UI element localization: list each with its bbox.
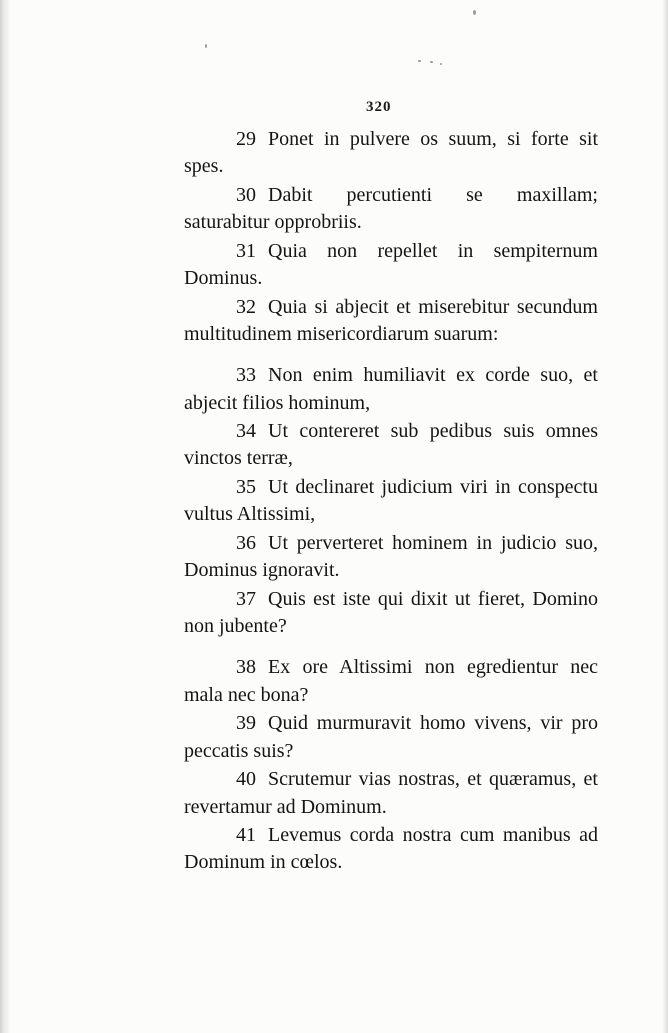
verse-text: Scrutemur vias nostras, et quæramus, et revertamur ad Dominum. xyxy=(184,768,598,818)
verse-text: Quis est iste qui dixit ut fieret, Domino non jubente? xyxy=(184,587,598,638)
paper-speck xyxy=(440,63,442,65)
page-left-edge-shadow xyxy=(0,0,10,1033)
verse-34 xyxy=(184,418,598,473)
verse-text: Quia non repellet in sempiternum Dominus. xyxy=(184,239,598,290)
page-right-edge-shadow xyxy=(662,0,668,1033)
verse-41 xyxy=(184,822,598,877)
verse-38 xyxy=(184,654,598,709)
verse-number: 38 xyxy=(236,656,256,679)
verse-36 xyxy=(184,530,598,585)
verse-37 xyxy=(184,586,598,641)
verse-text: Ut perverteret hominem in judicio suo, Dominus ignoravit. xyxy=(184,531,598,582)
verse-text: Levemus corda nostra cum manibus ad Dominum in cœlos. xyxy=(184,824,598,874)
verse-text: Ut contereret sub pedibus suis omnes vinctos terræ, xyxy=(184,420,598,470)
verse-text: Ut declinaret judicium viri in conspectu vultus Altissimi, xyxy=(184,476,598,526)
paper-speck xyxy=(473,10,476,15)
verse-number: 34 xyxy=(236,420,256,443)
verse-text: Ex ore Altissimi non egredientur nec mala nec bona? xyxy=(184,656,598,706)
verse-text: Dabit percutienti se maxillam; saturabitur opprobriis. xyxy=(184,183,598,234)
verse-text: Ponet in pulvere os suum, si forte sit spes. xyxy=(184,128,598,178)
verse-30 xyxy=(184,182,598,237)
verse-number: 33 xyxy=(236,364,256,387)
paper-speck xyxy=(430,61,433,63)
verse-32 xyxy=(184,294,598,349)
verse-text: Non enim humiliavit ex corde suo, et abjecit filios hominum, xyxy=(184,364,598,414)
verse-29 xyxy=(184,126,598,181)
verse-number: 29 xyxy=(236,128,256,150)
verse-33 xyxy=(184,362,598,417)
verse-list xyxy=(184,126,598,877)
verse-text: Quid murmuravit homo vivens, vir pro peccatis suis? xyxy=(184,712,598,762)
verse-39 xyxy=(184,710,598,765)
verse-text: Quia si abjecit et miserebitur secundum multitudinem misericordiarum suarum: xyxy=(184,295,598,345)
verse-number: 35 xyxy=(236,476,256,499)
verse-number: 36 xyxy=(236,531,256,554)
verse-40 xyxy=(184,766,598,821)
verse-number: 32 xyxy=(236,295,256,318)
verse-31 xyxy=(184,238,598,293)
paper-speck xyxy=(418,60,421,62)
verse-number: 40 xyxy=(236,768,256,791)
page-number: 320 xyxy=(366,99,392,115)
verse-number: 31 xyxy=(236,239,256,262)
verse-number: 30 xyxy=(236,183,256,206)
verse-number: 39 xyxy=(236,712,256,735)
verse-number: 37 xyxy=(236,587,256,610)
paper-speck xyxy=(205,44,207,48)
verse-number: 41 xyxy=(236,824,256,847)
verse-35 xyxy=(184,474,598,529)
